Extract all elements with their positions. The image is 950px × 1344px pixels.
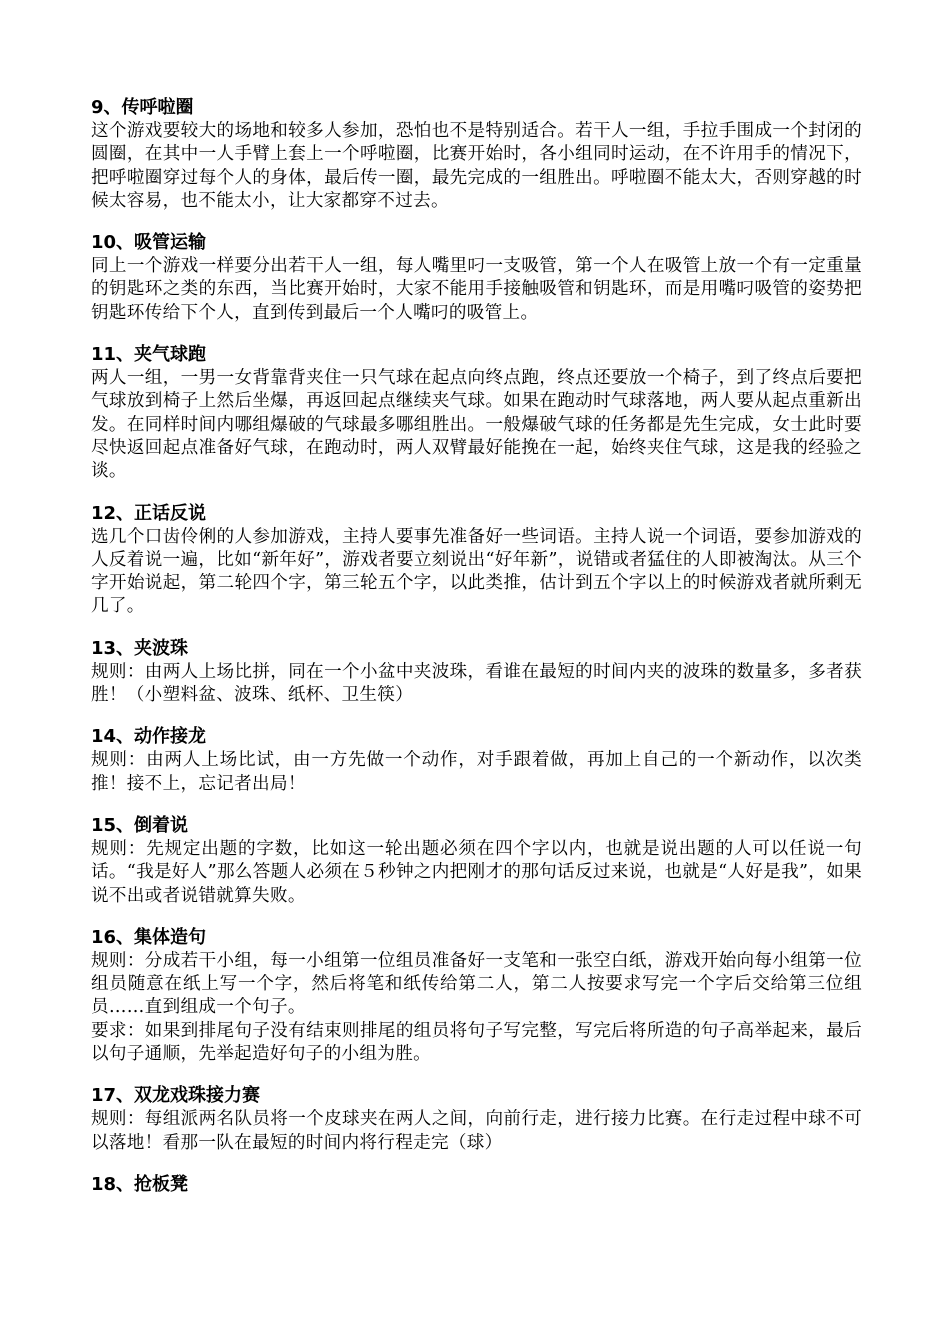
- section-paragraph: 规则：由两人上场比试，由一方先做一个动作，对手跟着做，再加上自己的一个新动作，以次类推！接不上，忘记者出局！: [91, 750, 862, 794]
- section-title: 9、传呼啦圈: [91, 97, 194, 118]
- section-title: 12、正话反说: [91, 502, 207, 524]
- section-paragraph: 两人一组，一男一女背靠背夹住一只气球在起点向终点跑，终点还要放一个椅子，到了终点后要把气球放到椅子上然后坐爆，再返回起点继续夹气球。如果在跑动时气球落地，两人要从起点重新出发。在同样时间内哪组爆破的气球最多哪组胜出。一般爆破气球的任务都是先生完成，女士此时要尽快返回起点准备好气球，在跑动时，两人双臂最好能挽在一起，始终夹住气球，这是我的经验之谈。: [91, 368, 862, 482]
- game-section: [91, 1173, 862, 1197]
- game-section: [91, 814, 862, 908]
- game-section: [91, 231, 862, 325]
- section-title: 13、夹波珠: [91, 637, 189, 659]
- game-section: [91, 725, 862, 796]
- section-title: 17、双龙戏珠接力赛: [91, 1085, 261, 1107]
- section-paragraph: 规则：每组派两名队员将一个皮球夹在两人之间，向前行走，进行接力比赛。在行走过程中球不可以落地！看那一队在最短的时间内将行程走完（球）: [91, 1109, 862, 1153]
- section-paragraph: 要求：如果到排尾句子没有结束则排尾的组员将句子写完整，写完后将所造的句子高举起来，最后以句子通顺，先举起造好句子的小组为胜。: [91, 1020, 862, 1065]
- game-section: [91, 343, 862, 483]
- section-paragraph: 规则：分成若干小组，每一小组第一位组员准备好一支笔和一张空白纸，游戏开始向每小组第一位组员随意在纸上写一个字，然后将笔和纸传给第二人，第二人按要求写完一个字后交给第三位组员……直到组成一个句子。: [91, 950, 862, 1018]
- section-title: 11、夹气球跑: [91, 344, 207, 366]
- game-section: [91, 1084, 862, 1155]
- section-paragraph: 这个游戏要较大的场地和较多人参加，恐怕也不是特别适合。若干人一组，手拉手围成一个封闭的圆圈，在其中一人手臂上套上一个呼啦圈，比赛开始时，各小组同时运动，在不许用手的情况下，把呼啦圈穿过每个人的身体，最后传一圈，最先完成的一组胜出。呼啦圈不能太大，否则穿越的时候太容易，也不能太小，让大家都穿不过去。: [91, 121, 862, 211]
- game-section: [91, 637, 862, 708]
- section-paragraph: 选几个口齿伶俐的人参加游戏，主持人要事先准备好一些词语。主持人说一个词语，要参加游戏的人反着说一遍，比如“新年好”，游戏者要立刻说出“好年新”，说错或者猛住的人即被淘汰。从三个字开始说起，第二轮四个字，第三轮五个字，以此类推，估计到五个字以上的时候游戏者就所剩无几了。: [91, 526, 862, 617]
- section-paragraph: 同上一个游戏一样要分出若干人一组，每人嘴里叼一支吸管，第一个人在吸管上放一个有一定重量的钥匙环之类的东西，当比赛开始时，大家不能用手接触吸管和钥匙环，而是用嘴叼吸管的姿势把钥匙环传给下个人，直到传到最后一个人嘴叼的吸管上。: [91, 256, 862, 323]
- section-title: 14、动作接龙: [91, 726, 207, 748]
- game-section: [91, 502, 862, 619]
- game-section: [91, 96, 862, 213]
- section-paragraph: 规则：先规定出题的字数，比如这一轮出题必须在四个字以内，也就是说出题的人可以任说一句话。“我是好人”那么答题人必须在５秒钟之内把刚才的那句话反过来说，也就是“人好是我”，如果说不出或者说错就算失败。: [91, 838, 862, 906]
- section-title: 16、集体造句: [91, 926, 207, 948]
- game-section: [91, 926, 862, 1066]
- section-paragraph: 规则：由两人上场比拼，同在一个小盆中夹波珠，看谁在最短的时间内夹的波珠的数量多，多者获胜！（小塑料盆、波珠、纸杯、卫生筷）: [91, 661, 862, 706]
- section-title: 15、倒着说: [91, 814, 189, 836]
- section-title: 10、吸管运输: [91, 232, 207, 254]
- section-title: 18、抢板凳: [91, 1173, 189, 1195]
